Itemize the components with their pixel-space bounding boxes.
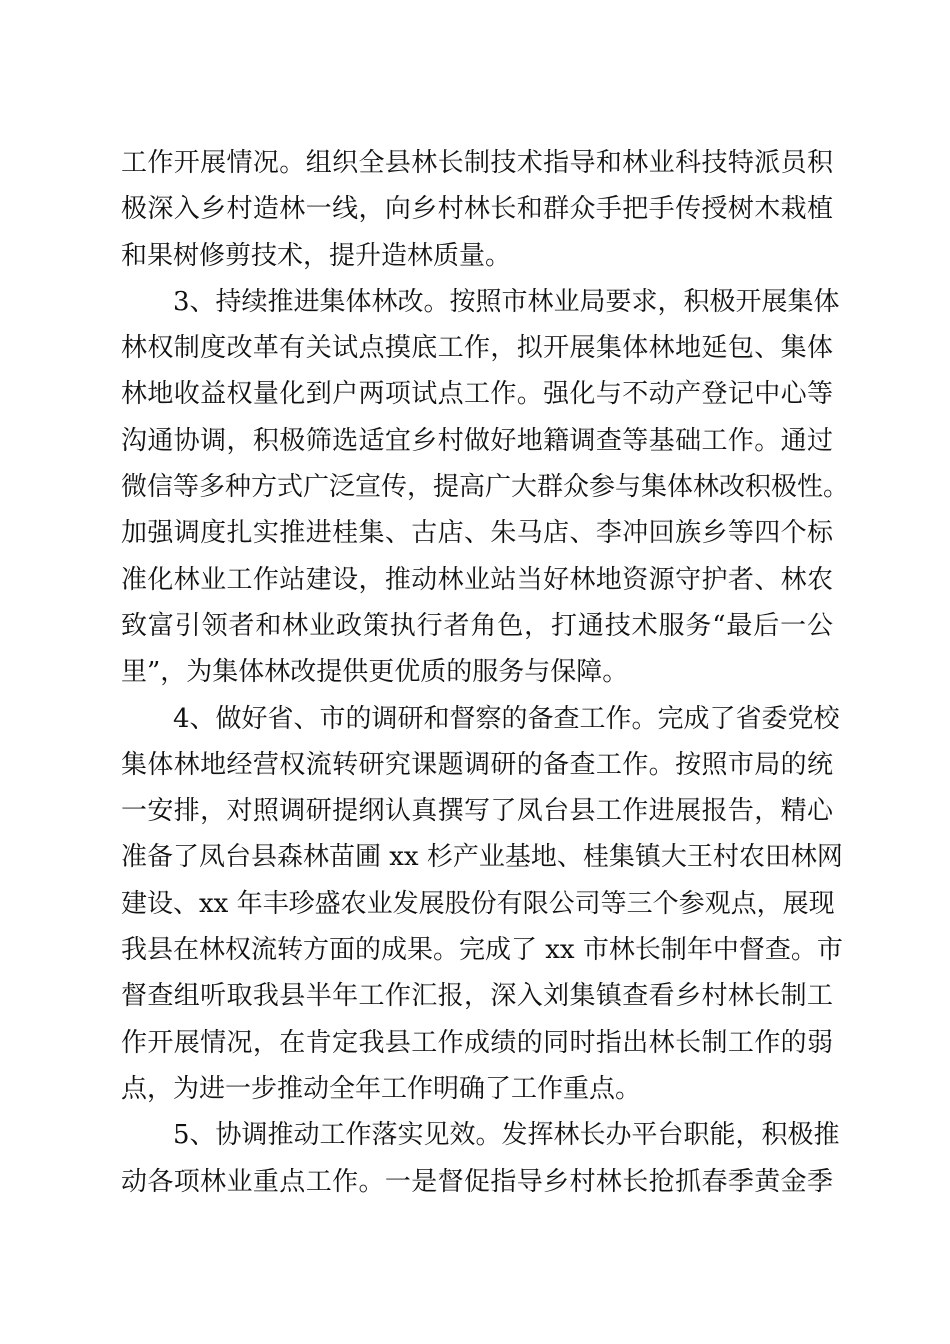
text-line: 准化林业工作站建设，推动林业站当好林地资源守护者、林农 [121, 564, 833, 595]
text-line: 点，为进一步推动全年工作明确了工作重点。 [121, 1073, 642, 1104]
text-line: 极深入乡村造林一线，向乡村林长和群众手把手传授树木栽植 [121, 194, 833, 225]
text-line: 作开展情况，在肯定我县工作成绩的同时指出林长制工作的弱 [121, 1027, 833, 1058]
text-line: 集体林地经营权流转研究课题调研的备查工作。按照市局的统 [121, 749, 833, 780]
text-line: 准备了凤台县森林苗圃 xx 杉产业基地、桂集镇大王村农田林网 [121, 842, 843, 873]
text-line: 动各项林业重点工作。一是督促指导乡村林长抢抓春季黄金季 [121, 1166, 833, 1197]
text-line: 工作开展情况。组织全县林长制技术指导和林业科技特派员积 [121, 148, 833, 178]
text-line: 和果树修剪技术，提升造林质量。 [121, 240, 512, 271]
text-line: 微信等多种方式广泛宣传，提高广大群众参与集体林改积极性。 [121, 472, 850, 503]
text-line: 林权制度改革有关试点摸底工作，拟开展集体林地延包、集体 [121, 333, 833, 364]
text-line: 一安排，对照调研提纲认真撰写了凤台县工作进展报告，精心 [121, 796, 833, 827]
document-body [121, 140, 850, 1205]
text-line: 督查组听取我县半年工作汇报，深入刘集镇查看乡村林长制工 [121, 981, 833, 1012]
paragraph-4-first-line: 4、做好省、市的调研和督察的备查工作。完成了省委党校 [173, 703, 840, 734]
text-line: 林地收益权量化到户两项试点工作。强化与不动产登记中心等 [121, 379, 833, 410]
text-line: 加强调度扎实推进桂集、古店、朱马店、李冲回族乡等四个标 [121, 518, 833, 549]
paragraph-3-first-line: 3、持续推进集体林改。按照市林业局要求，积极开展集体 [173, 286, 840, 317]
paragraph-5-first-line: 5、协调推动工作落实见效。发挥林长办平台职能，积极推 [173, 1120, 840, 1151]
text-line: 沟通协调，积极筛选适宜乡村做好地籍调查等基础工作。通过 [121, 425, 833, 456]
text-line: 建设、xx 年丰珍盛农业发展股份有限公司等三个参观点，展现 [121, 888, 835, 919]
text-line: 致富引领者和林业政策执行者角色，打通技术服务“最后一公 [121, 610, 833, 641]
text-line: 我县在林权流转方面的成果。完成了 xx 市林长制年中督查。市 [121, 935, 843, 966]
text-line: 里”，为集体林改提供更优质的服务与保障。 [121, 657, 629, 688]
